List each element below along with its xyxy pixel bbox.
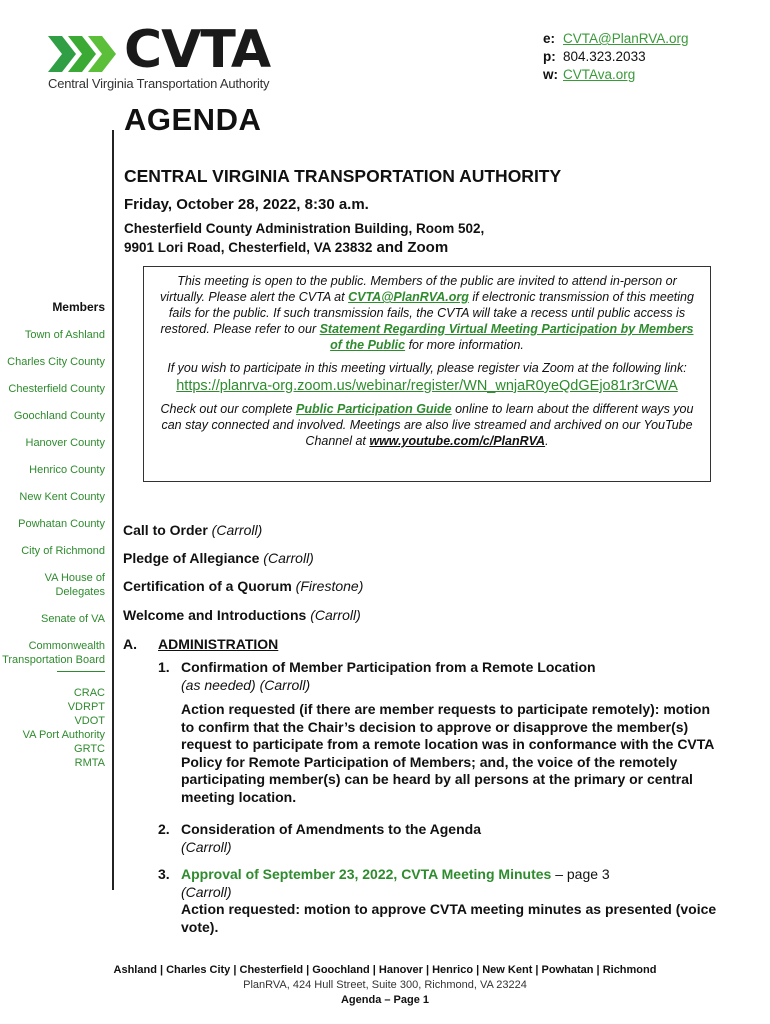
- item-action: Action requested: motion to approve CVTA meeting minutes as presented (voice vote).: [181, 901, 717, 935]
- opening-presenter: (Carroll): [259, 550, 314, 566]
- opening-presenter: (Carroll): [207, 522, 263, 538]
- member-item: Charles City County: [7, 356, 105, 368]
- notice-email-link[interactable]: CVTA@PlanRVA.org: [348, 290, 469, 304]
- members-title: Members: [52, 300, 105, 314]
- opening-label: Pledge of Allegiance: [123, 550, 260, 566]
- agenda-item-2: [158, 821, 718, 856]
- member-item: New Kent County: [19, 491, 105, 503]
- opening-presenter: (Carroll): [306, 607, 361, 623]
- item-number: 1.: [158, 659, 170, 675]
- email-label: e:: [543, 31, 556, 46]
- contact-block: [543, 30, 689, 84]
- page-number: Agenda – Page 1: [340, 994, 430, 1006]
- member-item: Henrico County: [29, 464, 105, 476]
- zoom-registration-link[interactable]: https://planrva-org.zoom.us/webinar/register/WN_wnjaR0yeQdGEjo81r3rCWA: [176, 378, 678, 394]
- opening-label: Certification of a Quorum: [123, 578, 292, 594]
- location-zoom: and Zoom: [372, 239, 449, 256]
- members-sidebar: [0, 300, 105, 770]
- page-title: AGENDA: [124, 102, 262, 137]
- opening-item: [123, 578, 363, 594]
- agenda-item-1: [158, 659, 718, 806]
- section-a-heading: [123, 636, 278, 652]
- cvta-logo: [48, 20, 288, 98]
- logo-subtitle: Central Virginia Transportation Authority: [48, 76, 270, 91]
- notice-text: online to learn about the different ways you can stay connected and involved. Meetings are also live streamed and archived on our YouTube Channel at: [161, 402, 694, 448]
- footer-address: PlanRVA, 424 Hull Street, Suite 300, Richmond, VA 23224: [243, 979, 527, 991]
- member-item: Chesterfield County: [8, 383, 105, 395]
- opening-item: [123, 607, 361, 623]
- participation-guide-link[interactable]: Public Participation Guide: [296, 402, 452, 416]
- member-item: Commonwealth Transportation Board: [2, 640, 105, 666]
- notice-text: Check out our complete: [160, 402, 297, 416]
- notice-text: .: [545, 434, 549, 448]
- section-letter: A.: [123, 636, 137, 652]
- meeting-date: Friday, October 28, 2022, 8:30 a.m.: [124, 196, 369, 213]
- nonvoting-item: VA Port Authority: [22, 729, 105, 741]
- section-title: ADMINISTRATION: [158, 636, 279, 652]
- notice-paragraph-1: [156, 273, 698, 353]
- notice-paragraph-3: [156, 401, 698, 449]
- notice-text: This meeting is open to the public. Members of the public are invited to attend in-person or virtually. Please alert the CVTA at: [160, 274, 677, 304]
- phone-number: 804.323.2033: [563, 49, 646, 64]
- nonvoting-item: CRAC: [73, 687, 105, 699]
- statement-link[interactable]: Statement Regarding Virtual Meeting Participation by Members of the Public: [319, 322, 694, 352]
- item-presenter: (as needed) (Carroll): [181, 676, 311, 693]
- zoom-link-wrap: [156, 378, 698, 394]
- public-notice-box: [143, 266, 711, 482]
- member-item: VA House of Delegates: [44, 572, 105, 598]
- member-item: Hanover County: [25, 437, 105, 449]
- sidebar-divider: [112, 130, 114, 890]
- member-item: Powhatan County: [18, 518, 105, 530]
- opening-label: Welcome and Introductions: [123, 607, 307, 623]
- notice-text: for more information.: [405, 338, 524, 352]
- opening-label: Call to Order: [123, 522, 208, 538]
- nonvoting-item: VDOT: [74, 715, 105, 727]
- notice-paragraph-2: If you wish to participate in this meeting virtually, please register via Zoom at the following link:: [167, 361, 687, 375]
- member-item: Town of Ashland: [24, 329, 105, 341]
- member-item: Senate of VA: [40, 613, 105, 625]
- item-number: 2.: [158, 821, 170, 837]
- opening-item: [123, 522, 262, 538]
- nonvoting-item: RMTA: [74, 757, 105, 769]
- website-link[interactable]: CVTAva.org: [563, 67, 636, 82]
- item-title: Consideration of Amendments to the Agenda: [181, 821, 481, 837]
- org-name: CENTRAL VIRGINIA TRANSPORTATION AUTHORITY: [124, 166, 562, 186]
- minutes-link[interactable]: Approval of September 23, 2022, CVTA Meeting Minutes: [181, 866, 552, 882]
- nonvoting-item: GRTC: [74, 743, 105, 755]
- chevrons-icon: [48, 32, 118, 76]
- item-number: 3.: [158, 866, 170, 882]
- item-action: Action requested (if there are member requests to participate remotely): motion to confirm that the Chair’s decision to approve or disapprove the member(s) request to participate from a remote location was in conformance with the CVTA Policy for Remote Participation of Members; and, the voice of the remotely participating member(s) can be heard by all persons at the primary or central meeting location.: [181, 701, 714, 805]
- location-line-2: [124, 239, 448, 256]
- nonvoting-item: VDRPT: [67, 701, 105, 713]
- opening-item: [123, 550, 314, 566]
- item-presenter: (Carroll): [181, 838, 232, 855]
- notice-text: if electronic transmission of this meeting fails for the public. If such transmission fails, the CVTA will take a recess until public access is restored. Please refer to our: [160, 290, 694, 336]
- location-address: 9901 Lori Road, Chesterfield, VA 23832: [124, 240, 373, 255]
- phone-label: p:: [543, 49, 556, 64]
- item-title: Confirmation of Member Participation from a Remote Location: [181, 659, 596, 675]
- location-line-1: Chesterfield County Administration Building, Room 502,: [124, 221, 485, 236]
- footer-members: Ashland | Charles City | Chesterfield | Goochland | Hanover | Henrico | New Kent | Powhatan | Richmond: [113, 964, 657, 976]
- item-presenter: (Carroll): [181, 883, 232, 900]
- youtube-link[interactable]: www.youtube.com/c/PlanRVA: [369, 434, 546, 448]
- email-link[interactable]: CVTA@PlanRVA.org: [563, 31, 689, 46]
- sidebar-separator: [57, 671, 105, 672]
- agenda-item-3: [158, 866, 718, 936]
- member-item: Goochland County: [13, 410, 105, 422]
- item-page-ref: – page 3: [551, 866, 610, 882]
- member-item: City of Richmond: [21, 545, 105, 557]
- logo-wordmark: CVTA: [124, 20, 271, 80]
- opening-presenter: (Firestone): [291, 578, 364, 594]
- web-label: w:: [543, 67, 558, 82]
